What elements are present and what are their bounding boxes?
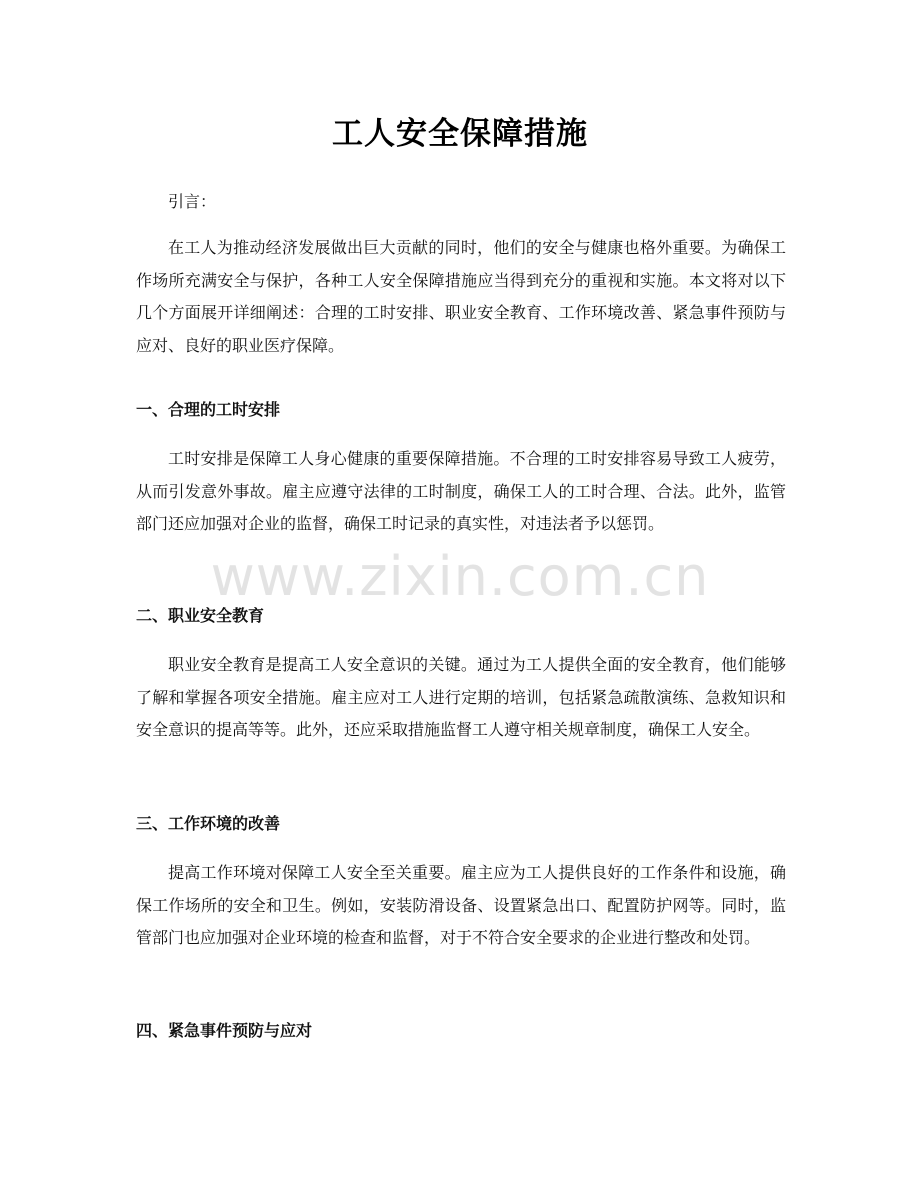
section-heading: 四、紧急事件预防与应对 xyxy=(136,1021,313,1040)
section-heading: 二、职业安全教育 xyxy=(136,606,265,625)
section-heading: 一、合理的工时安排 xyxy=(136,400,281,419)
watermark: www.zixin.com.cn xyxy=(210,545,710,608)
page-title: 工人安全保障措施 xyxy=(332,116,588,152)
intro-paragraph: 在工人为推动经济发展做出巨大贡献的同时，他们的安全与健康也格外重要。为确保工作场所充满安全与保护，各种工人安全保障措施应当得到充分的重视和实施。本文将对以下几个方面展开详细阐述：合理的工时安排、职业安全教育、工作环境改善、紧急事件预防与应对、良好的职业医疗保障。 xyxy=(136,238,786,355)
section-paragraph: 提高工作环境对保障工人安全至关重要。雇主应为工人提供良好的工作条件和设施，确保工作场所的安全和卫生。例如，安装防滑设备、设置紧急出口、配置防护网等。同时，监管部门也应加强对企业环境的检查和监督，对于不符合安全要求的企业进行整改和处罚。 xyxy=(136,863,786,947)
section-heading: 三、工作环境的改善 xyxy=(136,814,281,833)
section-paragraph: 工时安排是保障工人身心健康的重要保障措施。不合理的工时安排容易导致工人疲劳，从而引发意外事故。雇主应遵守法律的工时制度，确保工人的工时合理、合法。此外，监管部门还应加强对企业的监督，确保工时记录的真实性，对违法者予以惩罚。 xyxy=(136,449,786,533)
section-paragraph: 职业安全教育是提高工人安全意识的关键。通过为工人提供全面的安全教育，他们能够了解和掌握各项安全措施。雇主应对工人进行定期的培训，包括紧急疏散演练、急救知识和安全意识的提高等等。此外，还应采取措施监督工人遵守相关规章制度，确保工人安全。 xyxy=(136,655,786,739)
intro-label: 引言： xyxy=(168,192,217,211)
